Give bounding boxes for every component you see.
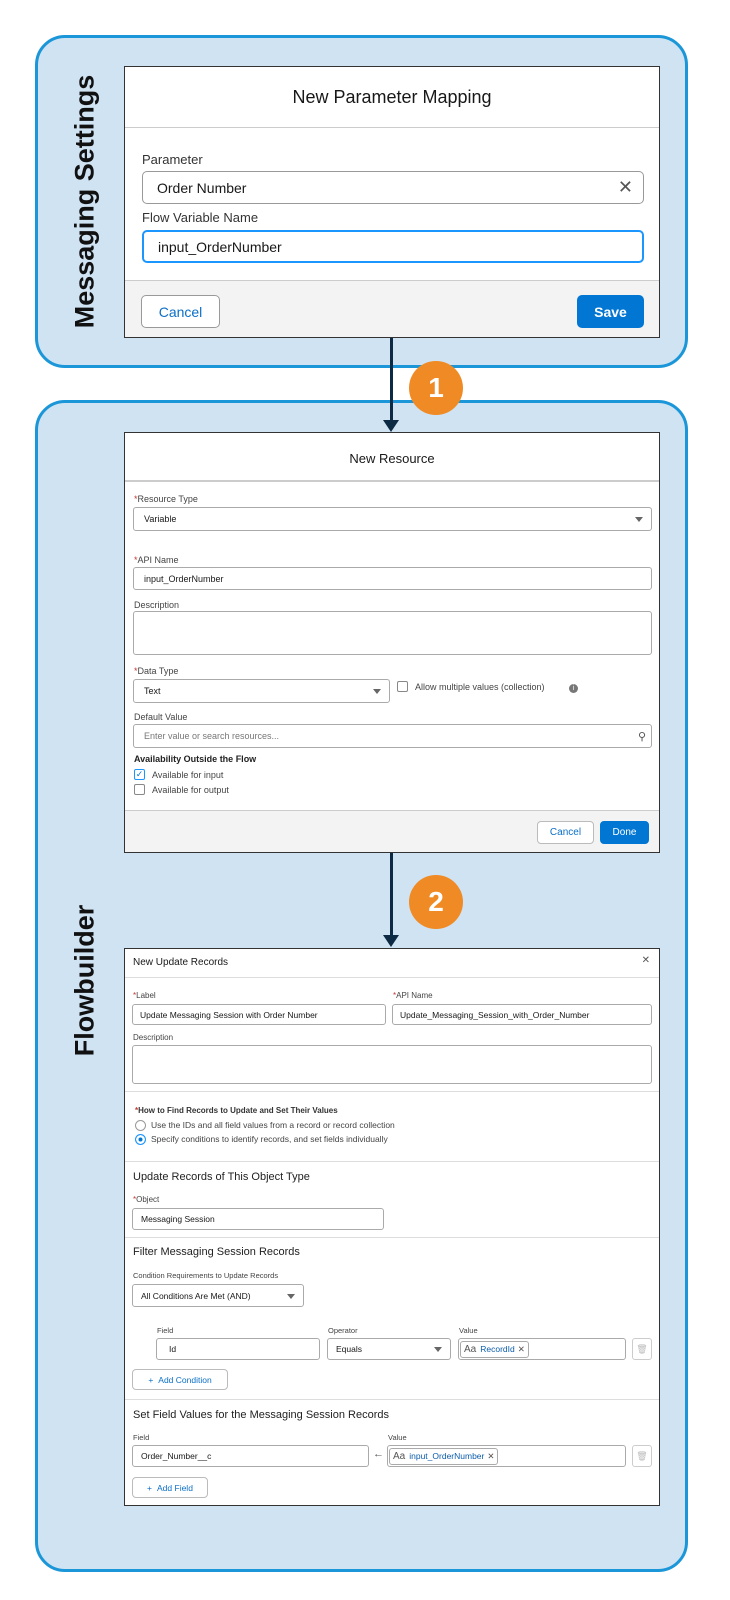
description-textarea[interactable] xyxy=(133,611,652,655)
parameter-input[interactable] xyxy=(142,171,644,204)
flow-variable-label: Flow Variable Name xyxy=(142,210,259,225)
api-name-input[interactable]: input_OrderNumber xyxy=(133,567,652,590)
cond-operator-select[interactable]: Equals xyxy=(327,1338,451,1360)
messaging-settings-label: Messaging Settings xyxy=(69,74,100,329)
text-type-icon: Aa xyxy=(464,1343,477,1355)
new-resource-dialog xyxy=(124,432,660,853)
trash-icon: 🗑 xyxy=(636,1343,648,1354)
allow-multiple-label: Allow multiple values (collection) xyxy=(415,682,545,692)
condition-req-select[interactable]: All Conditions Are Met (AND) xyxy=(132,1284,304,1307)
dialog-title: New Resource xyxy=(349,451,435,466)
flow-arrow-2 xyxy=(390,853,393,937)
object-input[interactable]: Messaging Session xyxy=(132,1208,384,1230)
default-value-input[interactable]: Enter value or search resources... ⚲ xyxy=(133,724,652,748)
add-field-button[interactable]: + Add Field xyxy=(132,1477,208,1498)
flow-variable-value: input_OrderNumber xyxy=(158,238,282,255)
cond-value-label: Value xyxy=(459,1326,478,1335)
save-button[interactable]: Save xyxy=(577,295,644,328)
arrowhead-2 xyxy=(383,935,399,947)
cond-field-input[interactable]: Id xyxy=(156,1338,320,1360)
how-to-find-label: *How to Find Records to Update and Set Their Values xyxy=(135,1106,338,1115)
close-icon[interactable]: ✕ xyxy=(641,955,650,966)
api-name-label: *API Name xyxy=(393,991,433,1000)
object-label: *Object xyxy=(133,1195,160,1204)
option-2-radio[interactable] xyxy=(135,1134,146,1145)
new-parameter-mapping-dialog xyxy=(124,66,660,338)
plus-icon: + xyxy=(148,1374,154,1385)
label-label: *Label xyxy=(133,991,156,1000)
data-type-select[interactable]: Text xyxy=(133,679,390,703)
cond-value-input[interactable] xyxy=(458,1338,626,1360)
dialog-footer xyxy=(125,810,659,852)
set-value-label: Value xyxy=(388,1433,407,1442)
set-value-input[interactable] xyxy=(387,1445,626,1467)
arrowhead-1 xyxy=(383,420,399,432)
resource-type-label: *Resource Type xyxy=(134,494,198,504)
parameter-value: Order Number xyxy=(157,179,247,196)
chevron-down-icon xyxy=(373,689,381,694)
step-badge-1: 1 xyxy=(409,361,463,415)
flow-arrow-1 xyxy=(390,338,393,422)
availability-heading: Availability Outside the Flow xyxy=(134,754,257,764)
description-label: Description xyxy=(134,600,180,610)
set-fields-heading: Set Field Values for the Messaging Session Records xyxy=(133,1409,389,1421)
label-input[interactable]: Update Messaging Session with Order Number xyxy=(132,1004,386,1025)
default-value-label: Default Value xyxy=(134,712,188,722)
allow-multiple-checkbox[interactable] xyxy=(397,681,408,692)
cancel-button[interactable]: Cancel xyxy=(537,821,594,844)
flow-variable-input[interactable] xyxy=(142,230,644,263)
new-update-records-dialog xyxy=(124,948,660,1506)
cond-field-label: Field xyxy=(157,1326,174,1335)
delete-field-button[interactable] xyxy=(632,1445,652,1467)
available-output-label: Available for output xyxy=(152,785,229,795)
option-2-label: Specify conditions to identify records, and set fields individually xyxy=(151,1134,388,1144)
record-id-pill[interactable]: Aa RecordId ✕ xyxy=(460,1341,529,1358)
available-input-label: Available for input xyxy=(152,770,224,780)
delete-condition-button[interactable] xyxy=(632,1338,652,1360)
info-icon[interactable]: i xyxy=(569,684,578,693)
description-label: Description xyxy=(133,1033,174,1042)
remove-icon[interactable]: ✕ xyxy=(487,1450,495,1461)
plus-icon: + xyxy=(147,1482,153,1493)
chevron-down-icon xyxy=(434,1347,442,1352)
api-name-label: *API Name xyxy=(134,555,179,565)
cond-operator-label: Operator xyxy=(328,1326,358,1335)
step-badge-2: 2 xyxy=(409,875,463,929)
arrow-left-icon: ← xyxy=(373,1448,384,1460)
search-icon: ⚲ xyxy=(637,730,646,743)
chevron-down-icon xyxy=(635,517,643,522)
trash-icon: 🗑 xyxy=(636,1450,648,1461)
option-1-label: Use the IDs and all field values from a record or record collection xyxy=(151,1120,395,1130)
flowbuilder-label: Flowbuilder xyxy=(69,904,100,1057)
available-output-checkbox[interactable] xyxy=(134,784,145,795)
dialog-title: New Parameter Mapping xyxy=(292,87,492,107)
condition-req-label: Condition Requirements to Update Records xyxy=(133,1271,279,1280)
clear-icon[interactable]: ✕ xyxy=(617,177,633,197)
cancel-button[interactable]: Cancel xyxy=(141,295,220,328)
set-field-input[interactable]: Order_Number__c xyxy=(132,1445,369,1467)
set-field-label: Field xyxy=(133,1433,150,1442)
api-name-input[interactable]: Update_Messaging_Session_with_Order_Number xyxy=(392,1004,652,1025)
done-button[interactable]: Done xyxy=(600,821,649,844)
add-condition-button[interactable]: + Add Condition xyxy=(132,1369,228,1390)
option-1-radio[interactable] xyxy=(135,1120,146,1131)
available-input-checkbox[interactable]: ✓ xyxy=(135,769,144,779)
dialog-footer xyxy=(125,280,659,337)
resource-type-select[interactable]: Variable xyxy=(133,507,652,531)
chevron-down-icon xyxy=(287,1294,295,1299)
description-textarea[interactable] xyxy=(132,1045,652,1084)
data-type-label: *Data Type xyxy=(134,666,179,676)
filter-heading: Filter Messaging Session Records xyxy=(133,1246,300,1258)
text-type-icon: Aa xyxy=(393,1450,406,1462)
parameter-label: Parameter xyxy=(142,152,203,167)
dialog-title: New Update Records xyxy=(133,957,229,968)
object-type-heading: Update Records of This Object Type xyxy=(133,1171,310,1183)
input-order-number-pill[interactable]: Aa input_OrderNumber ✕ xyxy=(389,1448,498,1465)
remove-icon[interactable]: ✕ xyxy=(517,1343,525,1354)
